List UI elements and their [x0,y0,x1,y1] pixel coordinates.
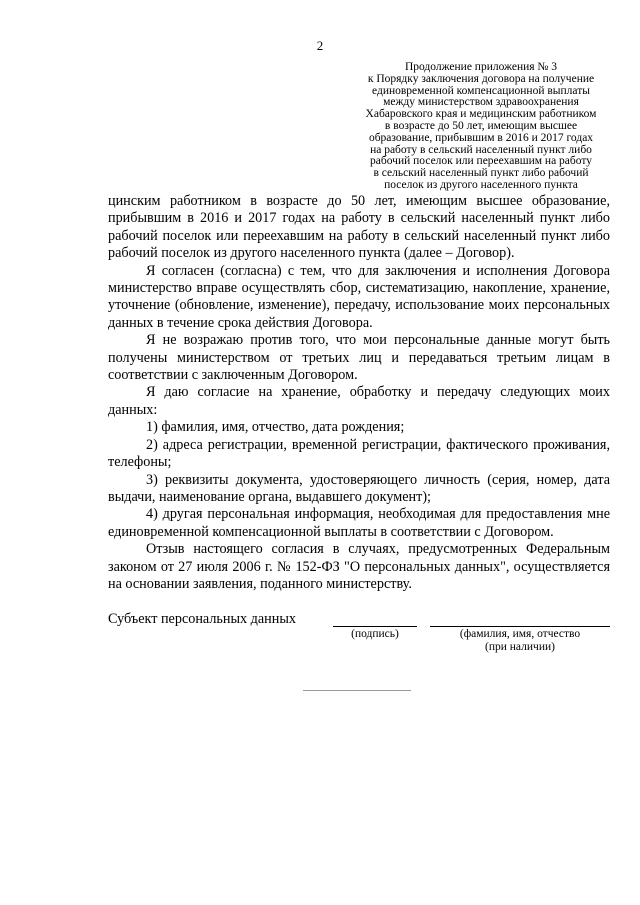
paragraph: Я не возражаю против того, что мои персональные данные могут быть получены министерством от третьих лиц и передаваться третьим лицам в соответствии с заключенным Договором. [108,332,610,384]
end-divider [303,690,411,691]
header-line: Хабаровского края и медицинским работником [365,108,597,121]
header-line: на работу в сельский населенный пункт либо [370,143,592,156]
name-caption-line: (фамилия, имя, отчество [459,628,581,640]
appendix-header [350,62,612,192]
document-body [108,193,610,593]
name-line [430,626,610,627]
header-line: между министерством здравоохранения [383,96,579,109]
header-line: образование, прибывшим в 2016 и 2017 годах [368,131,594,144]
list-item: 4) другая персональная информация, необходимая для предоставления мне единовременной компенсационной выплаты в соответствии с Договором. [108,506,610,540]
header-line: единовременной компенсационной выплаты [372,84,590,97]
paragraph: Отзыв настоящего согласия в случаях, предусмотренных Федеральным законом от 27 июля 2006 г. № 152-ФЗ "О персональных данных", осуществляется на основании заявления, поданного министерству. [108,541,610,592]
paragraph: Я даю согласие на хранение, обработку и передачу следующих моих данных: [108,384,610,418]
header-line: поселок из другого населенного пункта [384,178,578,191]
name-caption [430,628,610,653]
list-item: 3) реквизиты документа, удостоверяющего личность (серия, номер, дата выдачи, наименование органа, выдавшего документ); [108,471,610,505]
signature-line [333,626,417,627]
list-item: 2) адреса регистрации, временной регистрации, фактического проживания, телефоны; [108,436,610,471]
header-line: к Порядку заключения договора на получение [367,72,595,85]
signature-label: Субъект персональных данных [108,611,296,627]
name-caption-line: (при наличии) [485,640,555,653]
header-line: в возрасте до 50 лет, имеющим высшее [384,119,578,132]
page-number: 2 [316,38,324,53]
signature-caption: (подпись) [351,628,399,640]
paragraph: Я согласен (согласна) с тем, что для заключения и исполнения Договора министерство вправе осуществлять сбор, систематизацию, накопление, хранение, уточнение (обновление, изменение), передачу, использование моих персональных данных в течение срока действия Договора. [108,262,610,331]
header-line: в сельский населенный пункт либо рабочий [373,167,589,180]
header-line: Продолжение приложения № 3 [404,61,558,73]
paragraph: цинским работником в возрасте до 50 лет, имеющим высшее образование, прибывшим в 2016 и 2017 годах на работу в сельский населенный пункт либо рабочий поселок или переехавшим на работу в сельский населенный пункт либо рабочий поселок из другого населенного пункта (далее – Договор). [108,193,610,262]
list-item: 1) фамилия, имя, отчество, дата рождения; [146,419,405,436]
header-line: рабочий поселок или переехавшим на работу [370,155,592,168]
